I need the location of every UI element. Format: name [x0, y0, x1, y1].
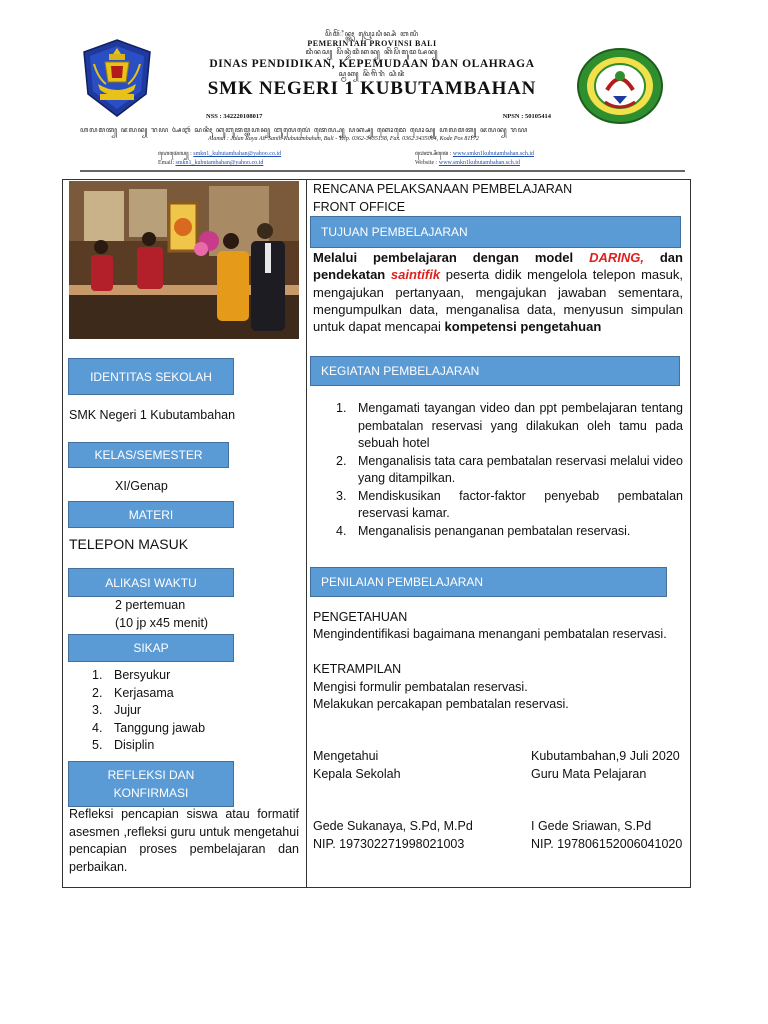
email-label: Email: [158, 160, 174, 166]
list-item: 4. Tanggung jawab [92, 720, 206, 735]
email-link[interactable]: smkn1_kubutambahan@yahoo.co.id [175, 160, 264, 166]
balinese-script-line: ꦢꦶꦤꦱ꧀ ꦥꦼꦤ꧀ꦢꦶꦢꦶꦏꦤ꧀ ꦏꦼꦥꦼꦩꦸꦢꦄꦤ꧀ [305, 48, 439, 56]
skill-label: KETRAMPILAN [313, 662, 402, 676]
list-item: 2. Menganalisis tata cara pembatalan reservasi melalui video yang ditampilkan. [336, 453, 683, 485]
lesson-hours: (10 jp x45 menit) [115, 615, 209, 630]
class-value: XI/Genap [115, 479, 168, 493]
email-label: ꦲꦺꦩꦺꦭ꧀ : [158, 151, 192, 157]
teacher-nip: NIP. 197806152006041020 [531, 836, 683, 851]
time-allocation-header: ALIKASI WAKTU [68, 568, 234, 597]
activity-header: KEGIATAN PEMBELAJARAN [310, 356, 680, 386]
email-contact [158, 150, 281, 168]
activity-list [336, 400, 683, 540]
skill-text-1: Mengisi formulir pembatalan reservasi. [313, 680, 528, 694]
subject-line: FRONT OFFICE [313, 199, 406, 214]
website-label: Website : [415, 160, 438, 166]
letterhead-divider [80, 170, 685, 172]
principal-signature [313, 818, 473, 853]
teacher-label: Guru Mata Pelajaran [531, 766, 647, 781]
time-allocation-value [115, 597, 208, 632]
reflection-header-line: KONFIRMASI [113, 786, 189, 800]
material-value: TELEPON MASUK [69, 536, 189, 552]
reflection-text: Refleksi pencapian siswa atau formatif asesmen ,refleksi guru untuk mengetahui pencapian proses pembelajaran dan perbaikan. [69, 807, 299, 874]
principal-name: Gede Sukanaya, S.Pd, M.Pd [313, 819, 473, 833]
hotel-front-office-photo [69, 181, 299, 339]
balinese-script-line: ꦲꦭꦩꦠ꧀ ꦗꦭꦤ꧀ ꦫꦪ ꦄꦆꦂ ꦱꦤꦶꦃ ꦏꦸꦧꦸꦠꦩ꧀ꦧꦲꦤ꧀ ꦧꦸꦭꦺꦭꦺꦁ ꦠꦺꦭ꧀ꦥ꧀ ꦥꦏ꧀ꦱ꧀ ꦏꦺꦴꦢꦺ ꦥꦺꦴꦱ꧀ ꦲꦭꦩꦠ꧀ ꦗꦭꦤ꧀ ꦫꦪ [80, 126, 529, 134]
attitude-header: SIKAP [68, 634, 234, 662]
list-item: 2. Kerjasama [92, 685, 174, 700]
school-address: Alamat : Jalan Raya Air Sanih-Kubutambahan, Buli - Telp. 0362-3435138, Fax. 0362 3435004, Kode Pos 81172 [208, 136, 479, 142]
competency-highlight: kompetensi pengetahuan [444, 319, 602, 335]
teacher-name: I Gede Sriawan, S.Pd [531, 819, 652, 833]
school-name: SMK Negeri 1 Kubutambahan [69, 408, 236, 422]
class-header: KELAS/SEMESTER [68, 442, 229, 468]
email-link[interactable]: smkn1_kubutambahan@yahoo.co.id [193, 151, 282, 157]
balinese-script-line: ꦱ꧀ꦩꦏ꧀ ꦤꦼꦒꦼꦫꦶ ꦱꦶꦗꦶ [338, 70, 406, 78]
letterhead [80, 30, 685, 175]
teacher-signature [531, 818, 682, 853]
balinese-script-line: ꦥꦼꦩꦼꦂꦶꦤ꧀ꦠꦃ ꦥꦿꦺꦴꦥꦶꦤ꧀ꦱꦶ ꦧꦭꦶ [325, 30, 419, 38]
list-item: 3. Mendiskusikan factor-faktor penyebab pembatalan reservasi kamar. [336, 488, 683, 520]
principal-label: Kepala Sekolah [313, 766, 401, 781]
school-name-heading: SMK NEGERI 1 KUBUTAMBAHAN [207, 78, 537, 99]
list-item: 4. Menganalisis penanganan pembatalan reservasi. [336, 523, 631, 538]
nss: NSS : 342220108017 [206, 113, 263, 120]
attitude-list [92, 667, 292, 755]
principal-nip: NIP. 197302271998021003 [313, 836, 465, 851]
identity-header: IDENTITAS SEKOLAH [68, 358, 234, 395]
government-name: PEMERINTAH PROVINSI BALI [307, 39, 437, 48]
list-item: 1. Mengamati tayangan video dan ppt pembelajaran tentang pembatalan reservasi yang dilakukan oleh tamu pada sebuah hotel [336, 401, 683, 450]
reflection-header-line: REFLEKSI DAN [107, 768, 195, 782]
school-emblem-icon [575, 46, 665, 126]
daring-highlight: DARING, [589, 250, 644, 265]
website-link[interactable]: www.smkn1kubutambahan.sch.id [438, 160, 520, 166]
nss-npsn-row [206, 113, 551, 120]
reflection-header [68, 761, 234, 807]
goal-header: TUJUAN PEMBELAJARAN [310, 216, 681, 248]
website-link[interactable]: www.smkn1kubutambahan.sch.id [452, 151, 535, 157]
acknowledged-label: Mengetahui [313, 749, 379, 763]
goal-text: Melalui pembelajaran dengan model DARING, dan pendekatan saintifik peserta didik mengelola telepon masuk, mengajukan pertanyaan, mengajukan jawaban sementara, mengumpulkan data, menganalisa data, menyusun simpulan untuk dapat mencapai kompetensi pengetahuan [313, 250, 683, 335]
saintifik-highlight: saintifik [390, 267, 441, 283]
knowledge-label: PENGETAHUAN [313, 610, 408, 624]
department-name: DINAS PENDIDIKAN, KEPEMUDAAN DAN OLAHRAGA [209, 58, 535, 70]
assessment-header: PENILAIAN PEMBELAJARAN [310, 567, 667, 597]
title-line: RENCANA PELAKSANAAN PEMBELAJARAN [313, 182, 573, 196]
document-title [313, 181, 572, 216]
signature-left [313, 748, 401, 783]
list-item: 1. Bersyukur [92, 668, 171, 682]
material-header: MATERI [68, 501, 234, 528]
signature-right [531, 748, 680, 783]
npsn: NPSN : 50105414 [502, 113, 551, 120]
website-label: ꦮꦺꦧ꧀ꦱꦶꦠꦺ : [415, 151, 452, 157]
knowledge-text: Mengindentifikasi bagaimana menangani pembatalan reservasi. [313, 627, 667, 641]
list-item: 5. Disiplin [92, 738, 155, 752]
list-item: 3. Jujur [92, 703, 142, 717]
skill-text-2: Melakukan percakapan pembatalan reservasi. [313, 697, 569, 711]
place-date: Kubutambahan,9 Juli 2020 [531, 749, 680, 763]
bali-province-emblem-icon [80, 38, 154, 118]
website-contact [415, 150, 534, 168]
meeting-count: 2 pertemuan [115, 598, 186, 612]
